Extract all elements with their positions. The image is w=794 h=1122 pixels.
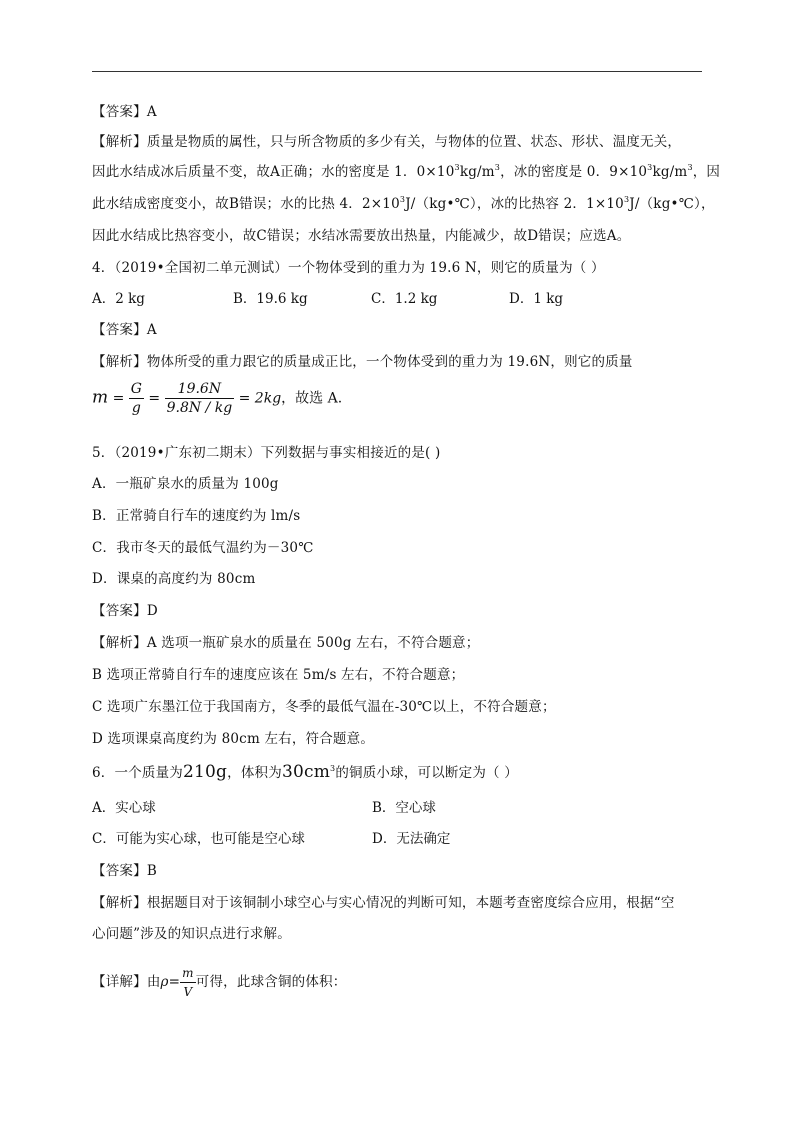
q6-option-b: B．空心球 [372, 800, 436, 816]
q4-option-d: D．1 kg [509, 291, 564, 307]
q5-analysis-line-1: 【解析】A 选项一瓶矿泉水的质量在 500g 左右，不符合题意； [92, 635, 480, 651]
q6-option-d: D．无法确定 [372, 831, 451, 847]
q5-option-c: C．我市冬天的最低气温约为－30℃ [92, 540, 314, 556]
q3-analysis-line-1: 【解析】质量是物质的属性，只与所含物质的多少有关，与物体的位置、状态、形状、温度无关， [92, 134, 682, 150]
q6-answer: 【答案】B [92, 863, 157, 879]
q3-answer: 【答案】A [92, 104, 157, 120]
q3-analysis-line-4: 因此水结成比热容变小，故C错误；水结冰需要放出热量，内能减少，故D错误；应选A。 [92, 228, 631, 244]
q4-formula: m = $\frac{G}{g}$ = $\frac{19.6N}{9.8N / kg}$ = 2kg，故选 A. [92, 381, 343, 416]
q3-analysis-line-2: 因此水结成冰后质量不变，故A正确；水的密度是 1．$0\times 10^3kg/m^3$，冰的密度是 0．$9\times 10^3kg/m^3$，因 [92, 163, 721, 180]
q5-analysis-line-3: C 选项广东墨江位于我国南方，冬季的最低气温在-30℃以上，不符合题意； [92, 699, 556, 715]
q6-option-a: A．实心球 [92, 800, 156, 816]
q6-analysis-line-1: 【解析】根据题目对于该铜制小球空心与实心情况的判断可知，本题考查密度综合应用，根据“空 [92, 895, 675, 911]
header-rule [92, 71, 702, 72]
q5-stem: 5．（2019•广东初二期末）下列数据与事实相接近的是( ) [92, 445, 441, 461]
q6-stem: 6．一个质量为210g，体积为$30cm^3$的铜质小球，可以断定为（ ） [92, 762, 518, 782]
q4-stem: 4．（2019•全国初二单元测试）一个物体受到的重力为 19.6 N，则它的质量为（ ） [92, 260, 605, 276]
q5-analysis-line-2: B 选项正常骑自行车的速度应该在 5m/s 左右，不符合题意； [92, 667, 465, 683]
q5-option-b: B．正常骑自行车的速度约为 lm/s [92, 508, 301, 524]
q4-option-a: A．2 kg [92, 291, 145, 307]
q5-option-d: D．课桌的高度约为 80cm [92, 571, 256, 587]
q3-analysis-line-3: 此水结成密度变小，故B错误；水的比热 4．$2\times 10^3J/(kg•℃)$，冰的比热容 2．$1\times 10^3J/(kg•℃)$， [92, 195, 715, 212]
q4-answer: 【答案】A [92, 322, 157, 338]
q5-option-a: A．一瓶矿泉水的质量为 100g [92, 476, 279, 492]
q6-analysis-line-2: 心问题”涉及的知识点进行求解。 [92, 926, 291, 942]
q6-option-c: C．可能为实心球，也可能是空心球 [92, 831, 305, 847]
q4-option-c: C．1.2 kg [371, 291, 438, 307]
q4-analysis: 【解析】物体所受的重力跟它的质量成正比，一个物体受到的重力为 19.6N，则它的质量 [92, 354, 633, 370]
q4-option-b: B．19.6 kg [233, 291, 308, 307]
q5-analysis-line-4: D 选项课桌高度约为 80cm 左右，符合题意。 [92, 731, 375, 747]
q6-detail: 【详解】由ρ= $\frac{m}{V}$ 可得，此球含铜的体积： [92, 966, 347, 999]
q5-answer: 【答案】D [92, 603, 158, 619]
